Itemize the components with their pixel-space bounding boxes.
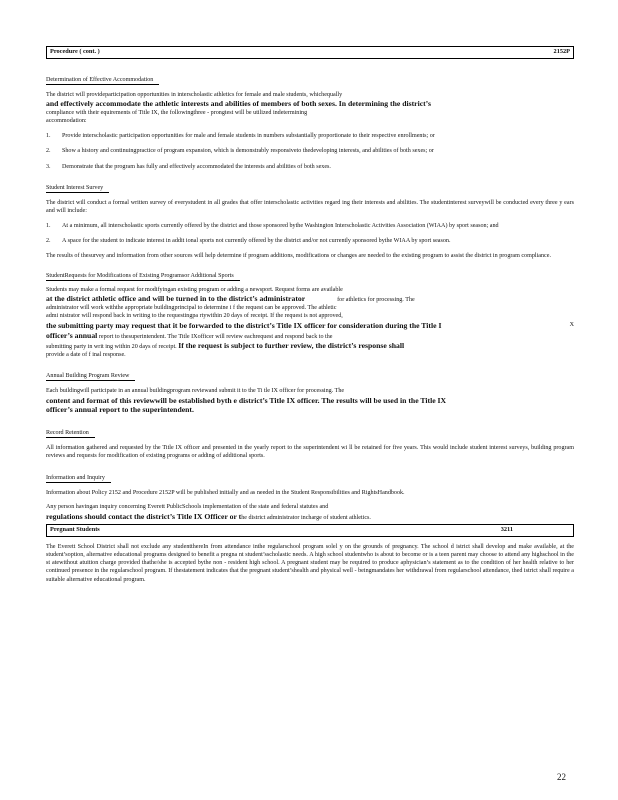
heading-interest-survey: Student Interest Survey xyxy=(46,184,109,193)
list-item: 3. Demonstrate that the program has fully and effectively accommodated the interests and abilities of both sexes. xyxy=(46,163,331,170)
paragraph-information: Information about Policy 2152 and Procedure 2152P will be published initially and as needed in the Student Responsibilities and RightsHandbook. xyxy=(46,490,405,497)
review-line-3: officer’s annual report to the superintendent. xyxy=(46,405,194,415)
review-line-2: content and format of this reviewwill be established byth e district’s Title IX officer. The results will be used in the Title IX xyxy=(46,395,447,405)
paragraph-accommodation-4: accommodation: xyxy=(46,118,87,124)
heading-annual-review: Annual Building Program Review xyxy=(46,372,135,381)
list-item: 2. A space for the student to indicate interest in addit ional sports not currently offered by the district and/or not currently sponsored bythe WIAA by sport season. xyxy=(46,238,451,245)
requests-line-1: Students may make a formal request for modifyingan existing program or adding a newsport. Request forms are available xyxy=(46,286,343,293)
heading-record-retention: Record Retention xyxy=(46,429,95,438)
header-code: 2152P xyxy=(553,48,570,55)
requests-line-2: at the district athletic office and will be turned in to the district’s administrator for athletics for processing. The xyxy=(46,294,415,304)
inquiry-line-2: regulations should contact the district’s Title IX Officer or the district administrator incharge of student athletics. xyxy=(46,511,371,521)
requests-line-7: submitting party in writ ing within 20 days of receipt. If the request is subject to further review, the district’s response shall xyxy=(46,341,405,351)
heading-student-requests: StudentRequests for Modifications of Existing Programsor Additional Sports xyxy=(46,272,240,281)
heading-effective-accommodation: Determination of Effective Accommodation xyxy=(46,76,159,85)
requests-line-3: administrator will work withthe appropriate buildingprincipal to determine i f the request can be approved. The athletic xyxy=(46,305,337,312)
document-page xyxy=(46,46,574,584)
heading-information-inquiry: Information and Inquiry xyxy=(46,474,111,483)
paragraph-survey: The district will conduct a formal written survey of everystudent in all grades that offer interscholastic activities regard ing their interests and abilities. The studentinterest surveywill be conducted every three y ears and will include: xyxy=(46,199,574,215)
list-item: 1. Provide interscholastic participation opportunities for male and female students in numbers substantially proportionate to their respective enrollments; or xyxy=(46,133,435,140)
paragraph-accommodation-3: compliance with their equirements of Title IX, the followingthree - prongtest will be utilized indetermining xyxy=(46,109,308,116)
paragraph-survey-results: The results of thesurvey and information from other sources will help determine if program additions, modifications or changes are needed to the existing program to assist the district in program compliance. xyxy=(46,252,551,259)
paragraph-accommodation-1: The district will provideparticipation opportunities in interscholastic athletics for female and male students, whichequally xyxy=(46,92,343,98)
paragraph-pregnant-students: The Everett School District shall not exclude any studentthereIn from attendance inthe regularschool program solel y on the grounds of pregnancy. The school d istrict shall develop and make available, at the student’soption, alternative educational programs designed to benefit a pregna nt student’sscholastic needs. A high school studentwho is about to become or is a teen parent may choose to attend any highschool in the st atewithout atuition charge provided thathe/she is accepted bythe non - resident high school. A pregnant student may be required to produce aphysician’s statement as to the condition of her health relative to her continued presence in the regularschool program. If thestatement indicates that the pregnant student’shealth and physical well - beingmandates her withdrawal from regularschool attendance, thed istrict shall require a suitable alternative educational program. xyxy=(46,543,574,583)
review-line-1: Each buildingwill participate in an annual buildingprogram reviewand submit it to the Ti tle IX officer for processing. The xyxy=(46,388,345,395)
list-item: 1. At a minimum, all interscholastic sports currently offered by the district and those sponsored bythe Washington Interscholastic Activities Association (WIAA) by sport season; and xyxy=(46,223,499,230)
header-title: Procedure ( cont. ) xyxy=(50,48,100,55)
section-header-pregnant-students xyxy=(46,524,574,537)
requests-line-8: provide a date of f inal response. xyxy=(46,352,126,359)
header-title: Pregnant Students xyxy=(50,525,100,533)
page-number: 22 xyxy=(557,772,566,782)
survey-list xyxy=(46,222,574,245)
header-code: 3211 xyxy=(500,525,513,533)
accommodation-list xyxy=(46,132,574,171)
requests-line-4: admi nistrator will respond back in writing to the requestingpa rtywithin 20 days of receipt. If the request is not approved, xyxy=(46,313,343,320)
inquiry-line-1: Any person havingan inquiry concerning Everett PublicSchools implementation of the state and federal statutes and xyxy=(46,504,329,511)
requests-line-5: the submitting party may request that it be forwarded to the district’s Title IX officer for consideration during the Title I X xyxy=(46,320,574,330)
list-item: 2. Show a history and continuingpractice of program expansion, which is demonstrably responsiveto thedeveloping interests, and abilities of both sexes; or xyxy=(46,148,434,155)
paragraph-retention: All information gathered and requested by the Title IX officer and presented in the yearly report to the superintendent wi ll be retained for five years. This would include student interest surveys, building program reviews and requests for modification of existing programs or adding of additional sports. xyxy=(46,444,574,460)
section-header-procedure xyxy=(46,46,574,59)
requests-line-6: officer’s annual report to thesuperintendent. The Title IXofficer will review eachrequest and respond back to the xyxy=(46,330,333,340)
paragraph-accommodation-2: and effectively accommodate the athletic interests and abilities of members of both sexes. In determining the district’s xyxy=(46,99,431,109)
